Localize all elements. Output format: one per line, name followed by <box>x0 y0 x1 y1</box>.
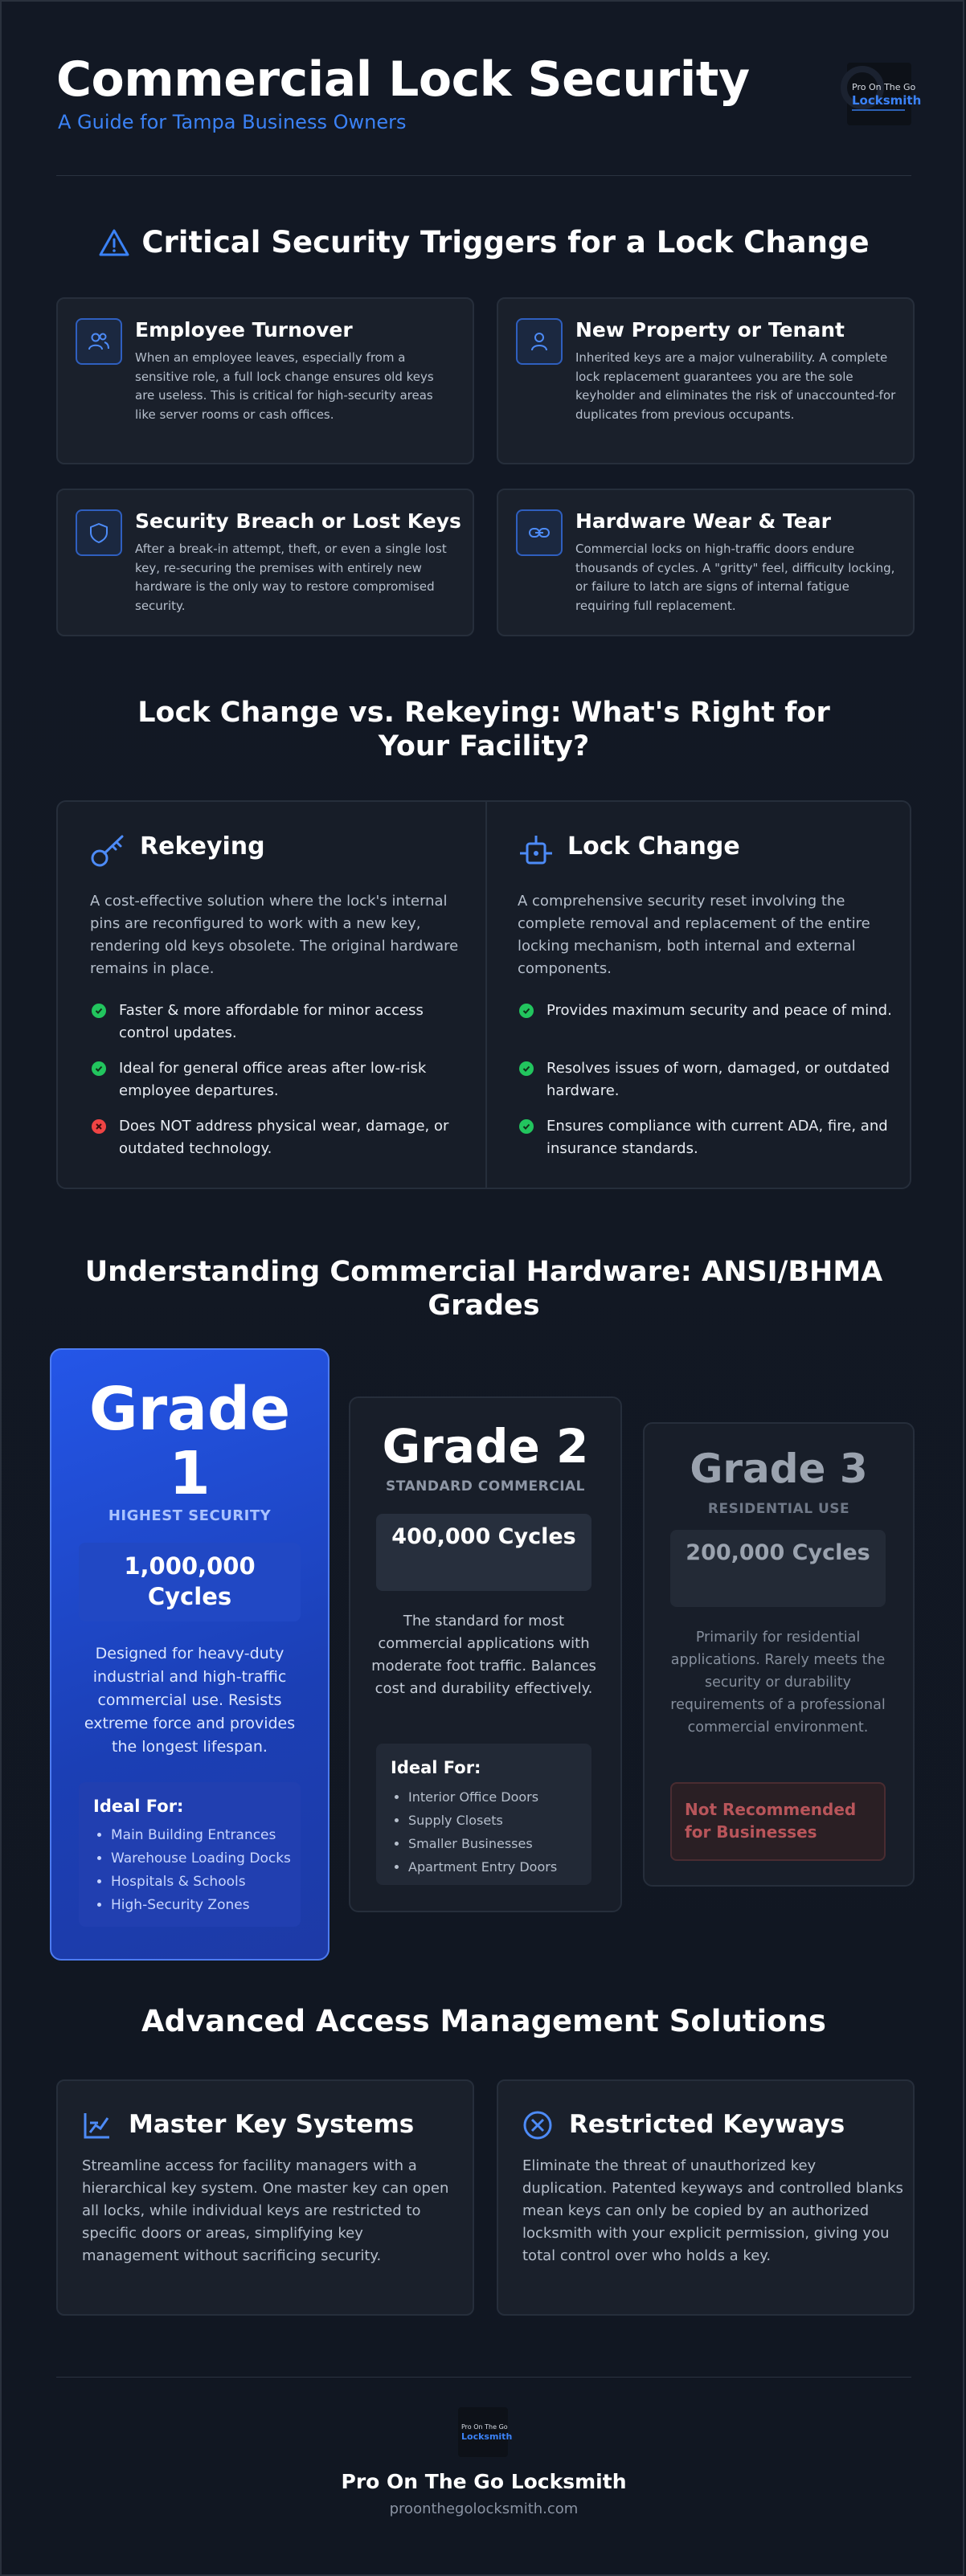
rekeying-description: A cost-effective solution where the lock's internal pins are reconfigured to work with a new key, rendering old keys obsolete. The original hardware remains in place. <box>90 893 459 977</box>
grade-cycles-value: 400,000 Cycles <box>391 1524 576 1549</box>
footer-divider <box>56 2377 911 2378</box>
comparison-table <box>56 800 911 1189</box>
grade-title: Grade 3 <box>690 1445 868 1492</box>
trigger-card-new-property <box>497 297 915 464</box>
logo-underline <box>852 109 905 111</box>
lock-swap-icon <box>518 832 555 873</box>
check-icon <box>92 1061 106 1076</box>
footer-company-name: Pro On The Go Locksmith <box>341 2470 627 2493</box>
comparison-section <box>56 693 911 1207</box>
grade-cycles-value: 200,000 Cycles <box>686 1540 870 1565</box>
user-icon <box>516 318 563 365</box>
trigger-card-hardware-wear <box>497 489 915 636</box>
grade-ideal-box <box>79 1782 301 1927</box>
ideal-item: • Main Building Entrances <box>111 1824 291 1847</box>
key-icon <box>90 832 127 871</box>
warning-triangle-icon <box>98 228 130 264</box>
grade-description: The standard for most commercial applications with moderate foot traffic. Balances cost and durability effectively. <box>371 1613 596 1697</box>
trigger-card-text: When an employee leaves, especially from a sensitive role, a full lock change ensures old keys are useless. This is critical for high-security areas like server rooms or cash offices. <box>135 350 434 422</box>
comparison-title: Lock Change vs. Rekeying: What's Right for Your Facility? <box>137 697 830 763</box>
ideal-item: • Warehouse Loading Docks <box>111 1847 291 1871</box>
not-recommended-text: Not Recommended for Businesses <box>685 1800 857 1842</box>
ideal-for-list <box>93 1824 291 1917</box>
link-icon <box>516 509 563 556</box>
ideal-item: • Hospitals & Schools <box>111 1871 291 1894</box>
grade-cycles-value: 1,000,000 Cycles <box>124 1552 256 1610</box>
check-icon <box>519 1004 534 1018</box>
grade-1-card <box>50 1348 330 1961</box>
point-text: Ideal for general office areas after low-risk employee departures. <box>119 1060 427 1099</box>
hierarchy-chart-icon <box>82 2110 113 2144</box>
restricted-keyways-card <box>497 2079 915 2316</box>
point-text: Does NOT address physical wear, damage, or outdated technology. <box>119 1118 449 1157</box>
check-icon <box>92 1004 106 1018</box>
advanced-card-text: Streamline access for facility managers with a hierarchical key system. One master key can open all locks, while individual keys are restricted to specific doors or areas, simplifying key management without sacrificing security. <box>82 2157 449 2264</box>
grade-ideal-box <box>376 1744 591 1885</box>
grade-cycles <box>376 1514 591 1591</box>
advanced-title: Advanced Access Management Solutions <box>141 2004 826 2038</box>
check-icon <box>519 1061 534 1076</box>
point-text: Faster & more affordable for minor access control updates. <box>119 1002 424 1041</box>
footer-website-link[interactable]: proonthegolocksmith.com <box>389 2500 579 2517</box>
trigger-card-title: Employee Turnover <box>135 318 353 341</box>
advanced-card-title: Restricted Keyways <box>569 2110 845 2139</box>
ideal-item: • Smaller Businesses <box>408 1832 557 1855</box>
grade-subtitle: RESIDENTIAL USE <box>707 1501 850 1517</box>
master-key-card <box>56 2079 474 2316</box>
page-header <box>56 47 922 176</box>
grade-cycles <box>670 1530 886 1607</box>
grade-description: Primarily for residential applications. Rarely meets the security or durability requirements of a professional commercial environment. <box>670 1629 886 1736</box>
trigger-card-title: New Property or Tenant <box>575 318 845 341</box>
users-icon <box>76 318 122 365</box>
rekeying-title: Rekeying <box>140 832 265 861</box>
grade-cycles <box>79 1543 301 1621</box>
x-icon <box>92 1119 106 1134</box>
logo-text-line1: Pro On The Go <box>461 2423 508 2431</box>
lock-change-title: Lock Change <box>567 832 740 861</box>
trigger-card-title: Security Breach or Lost Keys <box>135 509 461 533</box>
restricted-circle-x-icon <box>522 2110 553 2144</box>
trigger-card-text: After a break-in attempt, theft, or even a single lost key, re-securing the premises with entirely new hardware is the only way to restore compromised security. <box>135 542 447 613</box>
ideal-for-label: Ideal For: <box>391 1758 481 1777</box>
ideal-item: • Supply Closets <box>408 1809 557 1832</box>
ideal-for-list <box>391 1785 557 1879</box>
page-subtitle: A Guide for Tampa Business Owners <box>58 111 407 133</box>
logo-text-line2: Locksmith <box>852 93 922 108</box>
footer-logo[interactable] <box>458 2407 513 2457</box>
advanced-card-title: Master Key Systems <box>129 2110 415 2139</box>
point-text: Ensures compliance with current ADA, fire, and insurance standards. <box>546 1118 888 1157</box>
ideal-item: • High-Security Zones <box>111 1894 291 1917</box>
ideal-for-label: Ideal For: <box>93 1797 184 1816</box>
brand-logo[interactable] <box>847 63 922 125</box>
triggers-heading <box>56 225 911 264</box>
trigger-card-title: Hardware Wear & Tear <box>575 509 831 533</box>
point-text: Resolves issues of worn, damaged, or outdated hardware. <box>546 1060 890 1099</box>
grade-title: Grade 1 <box>88 1375 291 1508</box>
not-recommended-box <box>670 1782 886 1861</box>
lock-change-description: A comprehensive security reset involving the complete removal and replacement of the entire locking mechanism, both internal and external components. <box>518 893 870 977</box>
check-icon <box>519 1119 534 1134</box>
shield-icon <box>76 509 122 556</box>
comparison-divider <box>485 802 487 1188</box>
trigger-card-text: Commercial locks on high-traffic doors endure thousands of cycles. A "gritty" feel, difficulty locking, or failure to latch are signs of internal fatigue requiring full replacement. <box>575 542 895 613</box>
grade-subtitle: STANDARD COMMERCIAL <box>385 1478 586 1494</box>
triggers-title: Critical Security Triggers for a Lock Change <box>141 225 870 260</box>
page-title: Commercial Lock Security <box>56 51 750 108</box>
advanced-card-text: Eliminate the threat of unauthorized key duplication. Patented keyways and controlled blanks mean keys can only be copied by an authorized locksmith with your explicit permission, giving you total control over who holds a key. <box>522 2157 903 2264</box>
ideal-item: • Interior Office Doors <box>408 1785 557 1809</box>
grades-title: Understanding Commercial Hardware: ANSI/BHMA Grades <box>84 1256 883 1322</box>
grade-title: Grade 2 <box>382 1419 589 1474</box>
logo-text-line2: Locksmith <box>461 2431 513 2442</box>
point-text: Provides maximum security and peace of mind. <box>546 1002 892 1019</box>
grade-3-card <box>643 1422 915 1887</box>
trigger-card-employee-turnover <box>56 297 474 464</box>
ideal-item: • Apartment Entry Doors <box>408 1855 557 1879</box>
grade-2-card <box>349 1396 622 1912</box>
grade-description: Designed for heavy-duty industrial and high-traffic commercial use. Resists extreme force and provides the longest lifespan. <box>84 1645 296 1756</box>
trigger-card-text: Inherited keys are a major vulnerability. A complete lock replacement guarantees you are the sole keyholder and eliminates the risk of unaccounted-for duplicates from previous occupants. <box>575 350 896 422</box>
triggers-section <box>56 220 911 638</box>
trigger-card-security-breach <box>56 489 474 636</box>
logo-text-line1: Pro On The Go <box>852 82 916 92</box>
grade-subtitle: HIGHEST SECURITY <box>108 1507 272 1524</box>
